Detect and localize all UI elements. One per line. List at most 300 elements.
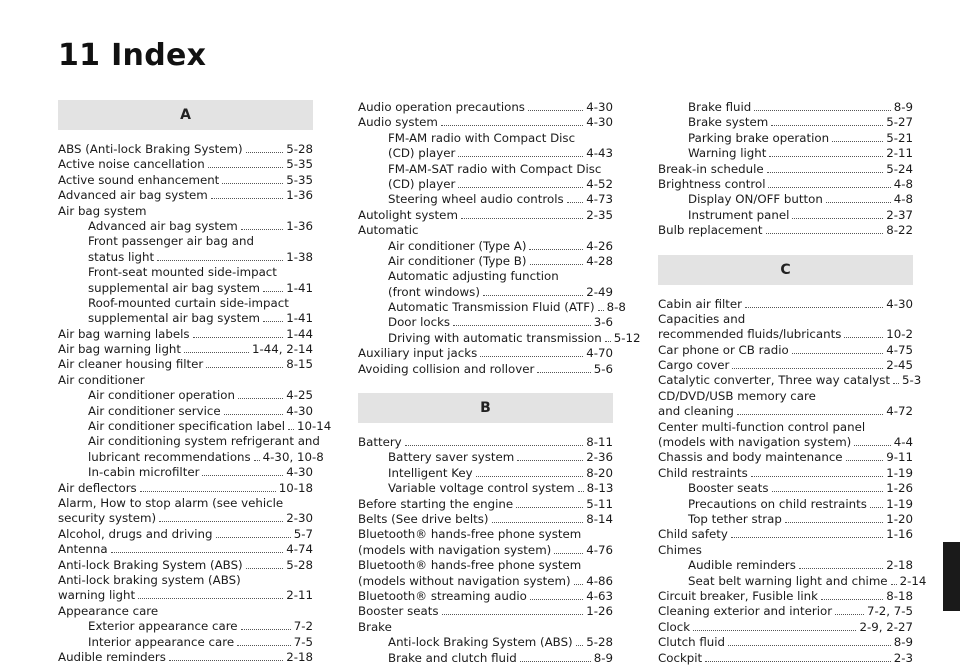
index-entry[interactable] [658,192,913,207]
index-entry-label: Interior appearance care [88,634,235,649]
index-entry[interactable] [658,497,913,512]
index-entry[interactable] [358,543,613,558]
index-entry-page[interactable]: 2-9, 2-27 [859,619,913,634]
index-entry[interactable] [658,604,913,619]
index-entry[interactable] [358,497,613,512]
index-entry[interactable] [358,115,613,130]
index-entry-label: In-cabin microfilter [88,465,200,480]
dot-leader [492,513,584,523]
index-entry[interactable] [358,589,613,604]
dot-leader [766,224,884,234]
index-entry-label: security system) [58,511,157,526]
index-entry[interactable] [358,177,613,192]
index-entry-page[interactable]: 8-15 [286,357,313,372]
index-entry-label: Air conditioner (Type B) [388,253,527,268]
section-gap [358,377,613,393]
dot-leader [517,451,583,461]
index-entry[interactable] [58,388,313,403]
dot-leader [578,482,584,492]
index-entry-page[interactable]: 2-11 [286,588,313,603]
index-entry-label: Center multi-function control panel [658,419,866,434]
index-entry[interactable] [658,373,922,388]
index-entry-label: ABS (Anti-lock Braking System) [58,142,243,156]
index-entry-label: Brake system [688,115,769,130]
index-entry[interactable] [358,254,613,269]
index-entry[interactable] [658,312,913,327]
index-entry-label: Automatic [358,223,419,238]
index-entry-page[interactable]: 4-72 [886,404,913,419]
dot-leader [238,389,283,399]
index-entry[interactable] [58,635,313,650]
index-entry-page[interactable]: 3-6 [593,315,613,330]
index-entry[interactable] [658,100,913,115]
index-entry[interactable] [358,315,613,330]
index-entry-page[interactable]: 10-18 [278,480,313,495]
index-entry-page[interactable]: 4-28 [586,253,613,268]
index-entry[interactable] [358,223,613,238]
index-entry[interactable] [658,466,913,481]
index-entry-page[interactable]: 1-36 [286,188,313,203]
index-entry[interactable] [658,420,913,435]
index-column-2 [358,100,641,666]
index-entry[interactable] [358,300,626,315]
index-entry-page[interactable]: 5-28 [286,142,313,156]
index-entry[interactable] [58,449,324,465]
dot-leader [453,316,591,326]
index-entry[interactable] [358,131,613,146]
index-entry[interactable] [58,234,313,249]
index-entry-page[interactable]: 4-86 [586,573,613,588]
index-entry-page[interactable]: 8-14 [586,511,613,526]
index-entry-page[interactable]: 4-30 [886,296,913,311]
section-gap [58,130,313,142]
dot-leader [605,332,611,342]
index-entry-label: Chimes [658,542,702,557]
index-entry-page[interactable]: 5-35 [286,172,313,187]
index-entry-label: Break-in schedule [658,161,764,176]
dot-leader [771,116,883,126]
index-entry[interactable] [658,177,913,192]
index-entry-label: Circuit breaker, Fusible link [658,588,818,603]
index-entry-page[interactable]: 1-36 [286,218,313,233]
index-entry[interactable] [358,285,613,300]
index-entry-label: Precautions on child restraints [688,496,867,511]
index-entry-label: Battery saver system [388,450,515,465]
index-entry-page[interactable]: 5-28 [586,635,613,650]
dot-leader [184,343,249,353]
dot-leader [246,143,284,153]
index-entry-label: Audio system [358,115,438,130]
index-entry-page[interactable]: 4-74 [286,542,313,557]
index-entry-page[interactable]: 2-30 [286,511,313,526]
dot-leader [792,344,884,354]
index-entry-page[interactable]: 4-63 [586,588,613,603]
index-entry[interactable] [358,574,613,589]
index-entry[interactable] [358,239,613,254]
index-entry-page[interactable]: 8-8 [606,300,626,315]
index-entry[interactable] [58,434,320,449]
dot-leader [224,405,284,415]
index-entry-page[interactable]: 4-70 [586,346,613,361]
index-entry[interactable] [358,362,613,377]
index-entry-page[interactable]: 5-28 [286,557,313,572]
index-entry[interactable] [658,343,913,358]
index-entry-page[interactable]: 4-30 [586,100,613,114]
index-entry-label: (models with navigation system) [358,542,552,557]
index-entry-label: Air deflectors [58,480,137,495]
index-entry-page[interactable]: 2-18 [286,649,313,664]
index-entry-label: Automatic Transmission Fluid (ATF) [388,300,595,315]
index-entry-page[interactable]: 5-35 [286,157,313,172]
index-entry-label: Automatic adjusting function [388,269,559,284]
index-entry[interactable] [58,527,313,542]
index-entry-label: Anti-lock braking system (ABS) [58,572,241,587]
dot-leader [751,467,883,477]
index-entry-page[interactable]: 4-4 [893,435,913,450]
index-entry-label: (front windows) [388,284,480,299]
index-entry-label: Air conditioner (Type A) [388,238,527,253]
index-entry-label: Clutch fluid [658,635,726,650]
index-entry-label: Bluetooth® hands-free phone system [358,527,582,542]
dot-leader [529,240,583,250]
index-entry-page[interactable]: 4-8 [893,176,913,191]
dot-leader [237,636,291,646]
index-entry[interactable] [58,650,313,665]
index-entry-label: Brake and clutch fluid [388,650,517,665]
index-entry-page[interactable]: 4-52 [586,176,613,191]
index-entry[interactable] [358,269,613,284]
dot-leader [140,482,276,492]
index-entry-label: FM-AM radio with Compact Disc [388,130,576,145]
index-entry[interactable] [358,146,613,161]
index-entry[interactable] [658,450,913,465]
index-entry-label: Air conditioner operation [88,388,235,403]
index-entry[interactable] [658,543,913,558]
index-entry-page[interactable]: 2-49 [586,284,613,299]
index-entry-label: Advanced air bag system [88,218,238,233]
index-entry-page[interactable]: 5-3 [901,373,922,388]
index-entry[interactable] [58,573,313,588]
index-entry[interactable] [658,162,913,177]
dot-leader [442,605,584,615]
index-entry-page[interactable]: 8-18 [886,588,913,603]
index-entry-label: Driving with automatic transmission [388,330,602,345]
index-entry-label: Bluetooth® streaming audio [358,588,527,603]
index-entry[interactable] [58,496,313,511]
index-entry-label: Appearance care [58,603,159,618]
index-entry[interactable] [58,604,313,619]
index-entry-page[interactable]: 8-13 [586,481,614,496]
index-entry-page[interactable]: 8-9 [593,650,613,665]
dot-leader [835,605,864,615]
dot-leader [216,528,291,538]
index-entry-page[interactable]: 4-76 [586,542,613,557]
index-entry-label: Battery [358,435,402,450]
index-entry[interactable] [658,404,913,419]
index-entry[interactable] [58,465,313,480]
index-entry-label: Cleaning exterior and interior [658,604,833,619]
index-entry-page[interactable]: 9-11 [886,450,913,465]
dot-leader [461,209,583,219]
index-entry[interactable] [658,558,913,573]
index-entry[interactable] [358,527,613,542]
index-entry-label: Booster seats [358,604,439,619]
index-entry-label: Cabin air filter [658,296,743,311]
index-entry-page[interactable]: 1-20 [886,511,913,526]
page-title: 11 Index [58,38,207,73]
index-entry-label: Autolight system [358,207,458,222]
index-entry-page[interactable]: 10-14 [297,419,332,434]
index-entry-page[interactable]: 8-9 [893,100,913,114]
index-entry-page[interactable]: 2-45 [886,358,913,373]
index-entry-label: Exterior appearance care [88,619,238,634]
index-entry[interactable] [358,651,613,666]
index-entry-page[interactable]: 1-19 [886,465,913,480]
dot-leader [483,286,583,296]
index-entry[interactable] [358,620,613,635]
index-entry-page[interactable]: 1-26 [586,604,613,619]
index-entry-label: Brake [358,619,392,634]
index-entry[interactable] [658,146,913,161]
index-entry[interactable] [58,173,313,188]
dot-leader [193,328,284,338]
dot-leader [202,466,283,476]
index-entry[interactable] [58,558,313,573]
index-entry[interactable] [58,219,313,234]
index-entry[interactable] [58,542,313,557]
index-entry[interactable] [658,297,913,312]
index-entry[interactable] [358,192,613,207]
index-entry-label: Parking brake operation [688,130,830,145]
index-entry-page[interactable]: 4-43 [586,146,613,161]
index-entry-label: warning light [58,588,136,603]
index-entry-page[interactable]: 7-2, 7-5 [866,604,913,619]
index-entry[interactable] [658,635,913,650]
index-entry[interactable] [58,588,313,603]
dot-leader [598,301,604,311]
index-entry-label: Bluetooth® hands-free phone system [358,558,582,573]
index-entry-page[interactable]: 5-12 [613,330,641,345]
index-entry[interactable] [358,208,613,223]
index-entry-label: supplemental air bag system [88,280,260,295]
dot-leader [554,544,583,554]
index-entry[interactable] [658,573,927,589]
index-entry-page[interactable]: 7-5 [293,634,313,649]
index-entry[interactable] [58,481,313,496]
index-entry[interactable] [58,357,313,372]
index-entry[interactable] [358,100,613,115]
index-entry[interactable] [58,342,313,357]
index-entry-label: Booster seats [688,481,769,496]
index-entry-page[interactable]: 4-25 [286,388,313,403]
dot-leader [458,178,583,188]
dot-leader [891,575,897,585]
index-entry-label: Anti-lock Braking System (ABS) [388,635,573,650]
index-entry-label: (CD) player [388,146,456,161]
index-entry-label: FM-AM-SAT radio with Compact Disc [388,161,602,176]
index-entry-page[interactable]: 1-19 [886,496,913,511]
index-entry[interactable] [58,419,332,434]
index-entry-label: status light [88,249,155,264]
index-entry[interactable] [658,512,913,527]
index-entry-label: Steering wheel audio controls [388,192,564,207]
index-entry[interactable] [658,358,913,373]
index-entry-label: Car phone or CB radio [658,342,789,357]
index-entry[interactable] [658,223,913,238]
index-entry-page[interactable]: 5-24 [886,161,913,176]
index-entry[interactable] [658,389,913,404]
index-entry-page[interactable]: 8-22 [886,223,913,238]
index-entry-page[interactable]: 8-11 [586,435,613,450]
index-entry[interactable] [58,404,313,419]
index-entry[interactable] [358,604,613,619]
index-entry-label: Anti-lock Braking System (ABS) [58,557,243,572]
index-entry-page[interactable]: 4-30 [286,465,313,480]
index-entry-label: Instrument panel [688,207,790,222]
index-entry-page[interactable]: 1-38 [286,249,313,264]
index-entry[interactable] [658,589,913,604]
index-entry[interactable] [58,311,313,326]
index-entry-page[interactable]: 5-21 [886,130,913,145]
index-entry-page[interactable]: 2-18 [886,558,913,573]
dot-leader [846,451,884,461]
index-entry[interactable] [658,327,913,342]
index-entry[interactable] [658,527,913,542]
index-entry[interactable] [658,115,913,130]
index-entry[interactable] [358,512,613,527]
dot-leader [208,158,284,168]
index-entry-label: Belts (See drive belts) [358,511,489,526]
index-entry-page[interactable]: 10-2 [886,327,913,342]
dot-leader [480,347,583,357]
index-entry[interactable] [658,131,913,146]
dot-leader [792,209,883,219]
index-entry[interactable] [58,204,313,219]
index-entry-label: Audible reminders [58,649,166,664]
index-entry-page[interactable]: 5-6 [593,361,613,376]
dot-leader [441,116,583,126]
index-entry[interactable] [358,466,613,481]
index-entry-page[interactable]: 5-27 [886,115,913,130]
index-entry[interactable] [658,620,913,635]
index-entry-label: Brightness control [658,176,766,191]
index-entry-page[interactable]: 7-2 [293,619,313,634]
index-entry[interactable] [358,558,613,573]
dot-leader [159,512,283,522]
index-entry-page[interactable]: 4-73 [586,192,613,207]
dot-leader [731,528,883,538]
index-entry[interactable] [658,651,913,666]
index-entry-page[interactable]: 2-36 [586,450,613,465]
index-entry[interactable] [358,450,613,465]
index-entry-page[interactable]: 2-3 [893,650,913,665]
index-entry[interactable] [58,157,313,172]
index-entry[interactable] [58,511,313,526]
dot-leader [211,189,283,199]
index-entry-label: Advanced air bag system [58,188,208,203]
index-entry[interactable] [58,619,313,634]
index-entry[interactable] [58,250,313,265]
index-entry[interactable] [58,188,313,203]
index-entry-page[interactable]: 4-30 [586,115,613,130]
index-entry[interactable] [58,373,313,388]
index-entry[interactable] [358,481,613,496]
dot-leader [844,328,883,338]
index-entry-label: Roof-mounted curtain side-impact [88,295,289,310]
index-entry[interactable] [658,435,913,450]
index-entry-page[interactable]: 1-16 [886,527,913,542]
index-entry[interactable] [58,327,313,342]
index-entry-page[interactable]: 2-14 [899,573,927,588]
index-entry-label: and cleaning [658,404,734,419]
section-gap [658,285,913,297]
dot-leader [206,358,283,368]
index-entry-page[interactable]: 1-41 [286,280,313,295]
index-entry-page[interactable]: 4-75 [886,342,913,357]
index-entry-page[interactable]: 8-9 [893,635,913,650]
index-entry[interactable] [58,281,313,296]
index-entry-page[interactable]: 1-26 [886,481,913,496]
index-entry-page[interactable]: 2-37 [886,207,913,222]
dot-leader [254,451,260,461]
dot-leader [222,174,283,184]
index-entry-page[interactable]: 2-11 [886,146,913,161]
index-entry-label: Cargo cover [658,358,730,373]
dot-leader [893,374,899,384]
index-entry-page[interactable]: 4-26 [586,238,613,253]
index-entry-label: Child restraints [658,465,748,480]
dot-leader [799,559,883,569]
index-entry[interactable] [58,265,313,280]
index-entry-page[interactable]: 2-35 [586,207,613,222]
dot-leader [772,482,884,492]
index-entry[interactable] [58,142,313,157]
index-entry-label: Bulb replacement [658,223,763,238]
dot-leader [458,147,583,157]
dot-leader [767,163,884,173]
index-entry-page[interactable]: 4-30 [286,403,313,418]
index-entry-label: Cockpit [658,650,703,665]
index-entry-page[interactable]: 5-11 [586,496,613,511]
index-entry[interactable] [658,481,913,496]
dot-leader [705,652,891,662]
index-entry[interactable] [58,296,313,311]
index-entry[interactable] [358,346,613,361]
dot-leader [754,101,890,111]
index-entry-page[interactable]: 4-30, 10-8 [262,449,324,464]
index-entry-page[interactable]: 1-44 [286,326,313,341]
dot-leader [520,652,591,662]
index-entry-page[interactable]: 5-7 [293,526,313,541]
dot-leader [246,559,284,569]
index-entry[interactable] [358,330,641,346]
index-entry-page[interactable]: 1-44, 2-14 [251,342,313,357]
index-entry[interactable] [358,635,613,650]
index-entry-label: Air conditioner service [88,403,221,418]
dot-leader [169,651,283,661]
index-entry[interactable] [358,162,613,177]
index-entry-label: Chassis and body maintenance [658,450,843,465]
index-entry-label: Air cleaner housing filter [58,357,204,372]
dot-leader [530,590,583,600]
index-entry-page[interactable]: 1-41 [286,311,313,326]
index-entry[interactable] [658,208,913,223]
index-entry-label: Warning light [688,146,767,161]
index-entry[interactable] [358,435,613,450]
index-entry-page[interactable]: 8-20 [586,465,613,480]
index-entry-page[interactable]: 4-8 [893,192,913,207]
index-column-1 [58,100,332,665]
